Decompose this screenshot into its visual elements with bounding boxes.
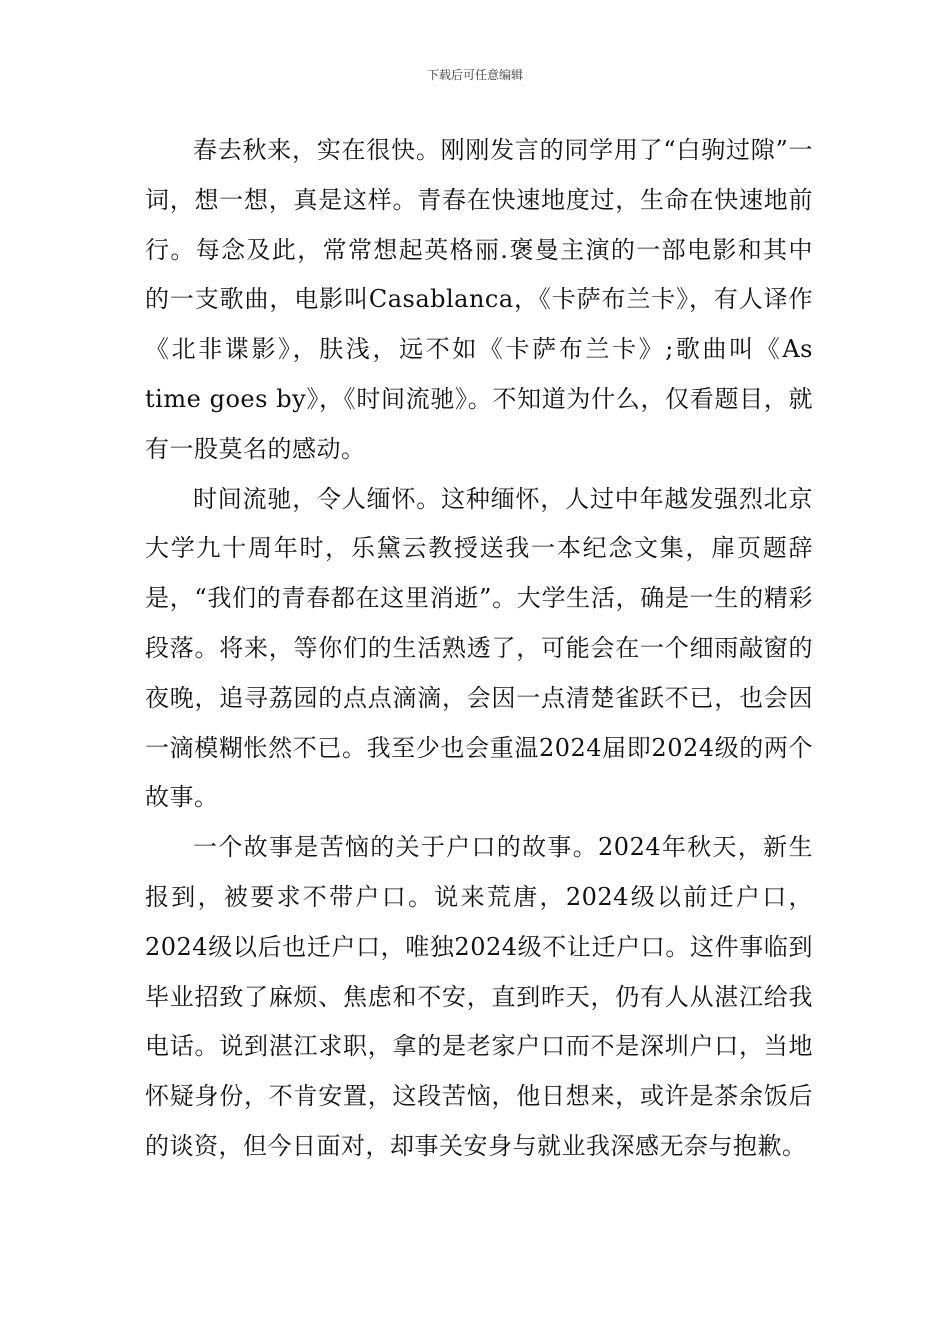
document-body (145, 126, 813, 1172)
paragraph: 春去秋来，实在很快。刚刚发言的同学用了“白驹过隙”一词，想一想，真是这样。青春在快速地度过，生命在快速地前行。每念及此，常常想起英格丽.褒曼主演的一部电影和其中的一支歌曲，电影叫Casablanca，《卡萨布兰卡》，有人译作《北非谍影》，肤浅，远不如《卡萨布兰卡》;歌曲叫《As time goes by》，《时间流驰》。不知道为什么，仅看题目，就有一股莫名的感动。 (145, 136, 813, 463)
page-header: 下载后可任意编辑 (426, 68, 523, 82)
paragraph: 时间流驰，令人缅怀。这种缅怀，人过中年越发强烈北京大学九十周年时，乐黛云教授送我一本纪念文集，扉页题辞是，“我们的青春都在这里消逝”。大学生活，确是一生的精彩段落。将来，等你们的生活熟透了，可能会在一个细雨敲窗的夜晚，追寻荔园的点点滴滴，会因一点清楚雀跃不已，也会因一滴模糊怅然不已。我至少也会重温2024届即2024级的两个故事。 (145, 484, 813, 812)
paragraph: 一个故事是苦恼的关于户口的故事。2024年秋天，新生报到，被要求不带户口。说来荒唐，2024级以前迁户口，2024级以后也迁户口，唯独2024级不让迁户口。这件事临到毕业招致了麻烦、焦虑和不安，直到昨天，仍有人从湛江给我电话。说到湛江求职，拿的是老家户口而不是深圳户口，当地怀疑身份，不肯安置，这段苦恼，他日想来，或许是茶余饭后的谈资，但今日面对，却事关安身与就业我深感无奈与抱歉。 (145, 833, 813, 1160)
